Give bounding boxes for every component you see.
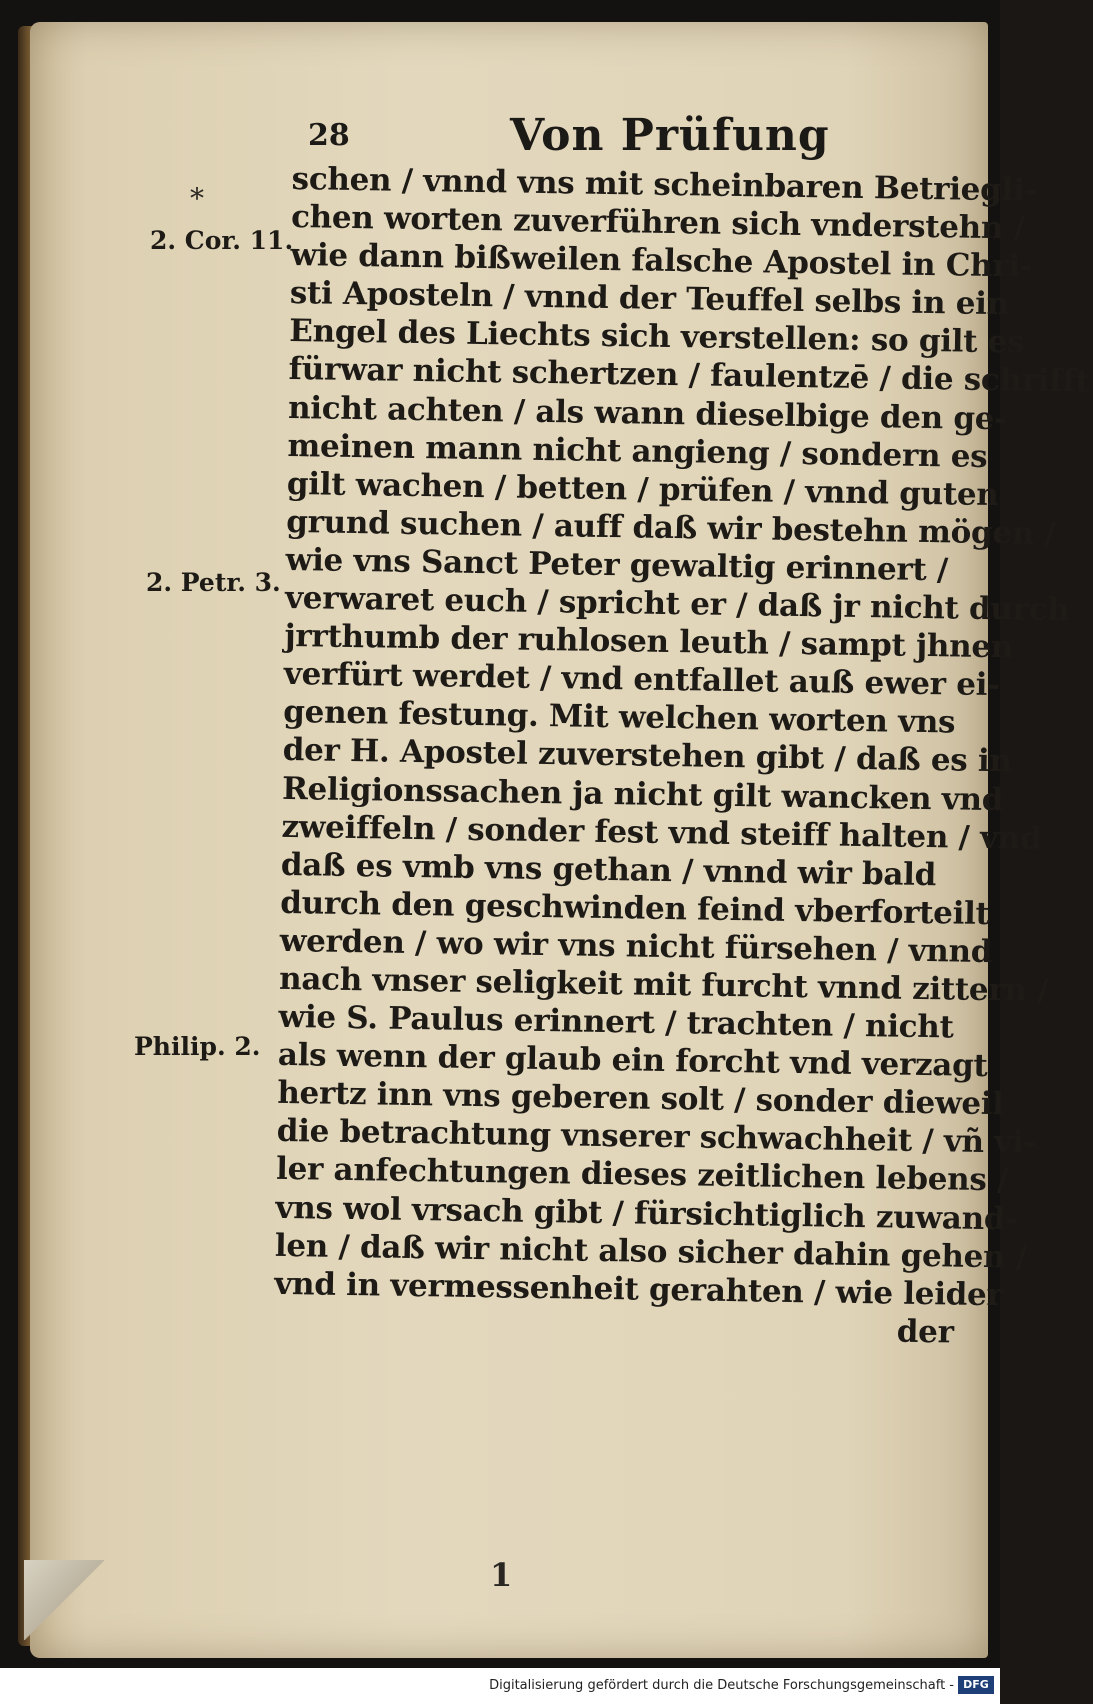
text-line: grund suchen / auff daß wir bestehn mögen / xyxy=(286,503,1056,552)
text-line: jrrthumb der ruhlosen leuth / sampt jhnen xyxy=(284,618,1014,666)
text-line: Engel des Liechts sich verstellen: so gilt es xyxy=(289,313,1025,361)
text-line: als wenn der glaub ein forcht vnd verzagt xyxy=(277,1037,988,1085)
text-line: verwaret euch / spricht er / daß jr nicht durch xyxy=(284,579,1070,629)
text-line: wie vns Sanct Peter gewaltig erinnert / xyxy=(285,541,949,589)
body-text xyxy=(273,160,1090,1351)
marginal-reference-cor: 2. Cor. 11. xyxy=(150,226,294,255)
digitization-footer xyxy=(0,1668,1000,1704)
dfg-logo: DFG xyxy=(958,1676,994,1694)
text-line: wie dann bißweilen falsche Apostel in Chri- xyxy=(290,237,1033,285)
page-number: 28 xyxy=(308,118,350,153)
text-line: durch den geschwinden feind vberforteilt xyxy=(280,884,990,932)
text-line: genen festung. Mit welchen worten vns xyxy=(283,694,956,741)
page-corner-fold xyxy=(24,1560,104,1640)
text-line: vnd in vermessenheit gerahten / wie leider xyxy=(274,1265,1003,1314)
signature-mark: 1 xyxy=(490,1556,513,1594)
text-line: der H. Apostel zuverstehen gibt / daß es in xyxy=(282,732,1012,780)
page-header xyxy=(0,110,1000,170)
running-title: Von Prüfung xyxy=(510,110,830,161)
text-line: chen worten zuverführen sich vnderstehn / xyxy=(290,199,1025,247)
text-line: wie S. Paulus erinnert / trachten / nicht xyxy=(278,998,954,1046)
text-line: meinen mann nicht angieng / sondern es xyxy=(287,427,988,475)
text-line: zweiffeln / sonder fest vnd steiff halten / vnd xyxy=(281,808,1042,857)
catchword: der xyxy=(896,1313,954,1351)
text-line: len / daß wir nicht also sicher dahin gehen / xyxy=(274,1227,1028,1276)
text-line: werden / wo wir vns nicht fürsehen / vnnd xyxy=(279,922,993,970)
marginal-reference-petr: 2. Petr. 3. xyxy=(146,568,281,597)
text-line: sti Aposteln / vnnd der Teuffel selbs in ein xyxy=(289,275,1010,323)
text-line: vns wol vrsach gibt / fürsichtiglich zuwand- xyxy=(275,1189,1019,1238)
text-line: die betrachtung vnserer schwachheit / vñ vi- xyxy=(276,1113,1037,1162)
text-line: schen / vnnd vns mit scheinbaren Betriegli- xyxy=(291,160,1038,209)
text-line: nicht achten / als wann dieselbige den ge- xyxy=(287,389,1008,437)
text-line: hertz inn vns geberen solt / sonder dieweil xyxy=(277,1075,1005,1123)
marginal-mark: * xyxy=(190,182,204,215)
text-line: verfürt werdet / vnd entfallet auß ewer ei- xyxy=(283,656,1000,704)
text-line: nach vnser seligkeit mit furcht vnnd zittern / xyxy=(278,960,1049,1009)
text-line: daß es vmb vns gethan / vnnd wir bald xyxy=(280,846,937,893)
text-line: Religionssachen ja nicht gilt wancken vnd xyxy=(281,770,1004,818)
marginal-reference-philip: Philip. 2. xyxy=(134,1032,261,1061)
text-line: fürwar nicht schertzen / faulentzē / die schrifft xyxy=(288,351,1090,401)
text-line: ler anfechtungen dieses zeitlichen lebens / xyxy=(275,1151,1009,1199)
funding-credit: Digitalisierung gefördert durch die Deutsche Forschungsgemeinschaft - xyxy=(489,1678,954,1693)
text-line: gilt wachen / betten / prüfen / vnnd guten xyxy=(286,465,999,513)
